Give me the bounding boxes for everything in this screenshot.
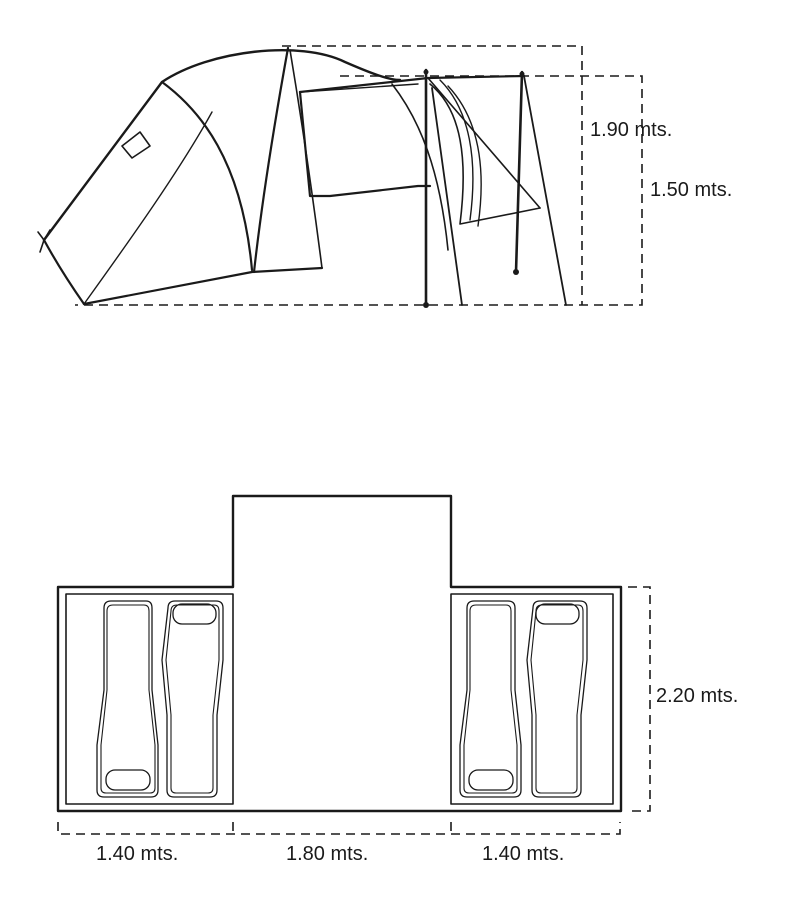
- pillow-icon: [536, 604, 579, 624]
- rear-dome-panel: [162, 82, 252, 270]
- pole-tip-front: [424, 70, 429, 75]
- pole-foot-rear: [513, 269, 519, 275]
- width-right-room-label: 1.40 mts.: [482, 843, 565, 865]
- depth-label: 2.20 mts.: [656, 685, 739, 707]
- pillow-icon: [106, 770, 150, 790]
- door-opening: [300, 92, 430, 196]
- sleeping-bag-left-1: [97, 601, 158, 797]
- awning-pole-rear: [516, 72, 522, 272]
- width-left-room-label: 1.40 mts.: [96, 843, 179, 865]
- tent-side-view: [38, 46, 732, 308]
- awning-canopy-lower: [392, 84, 448, 250]
- tent-rear-edge: [44, 240, 84, 304]
- pillow-icon: [173, 604, 216, 624]
- tent-bottom-edge: [84, 268, 322, 304]
- tent-body-outline: [44, 50, 400, 240]
- dimension-width-line: [58, 822, 620, 834]
- dimension-frame-awning-height: [75, 76, 642, 305]
- width-center-label: 1.80 mts.: [286, 843, 369, 865]
- pole-foot-front: [423, 302, 429, 308]
- sleeping-bag-right-2: [527, 601, 587, 797]
- guy-line: [432, 88, 462, 305]
- dimension-depth: [628, 587, 650, 811]
- height-total-label: 1.90 mts.: [590, 119, 673, 141]
- middle-hoop-pole: [254, 48, 288, 272]
- tent-floor-plan: [58, 496, 738, 865]
- sleeping-bag-right-1: [460, 601, 521, 797]
- sleeping-bag-left-2: [162, 601, 223, 797]
- pillow-icon: [469, 770, 513, 790]
- awning-diagonal: [428, 78, 540, 208]
- awning-side-panel: [430, 84, 540, 224]
- pole-tip-rear: [520, 72, 525, 77]
- pole-brace: [524, 76, 566, 305]
- rear-panel-seam: [84, 112, 212, 304]
- vent-window: [122, 132, 150, 158]
- height-awning-label: 1.50 mts.: [650, 179, 733, 201]
